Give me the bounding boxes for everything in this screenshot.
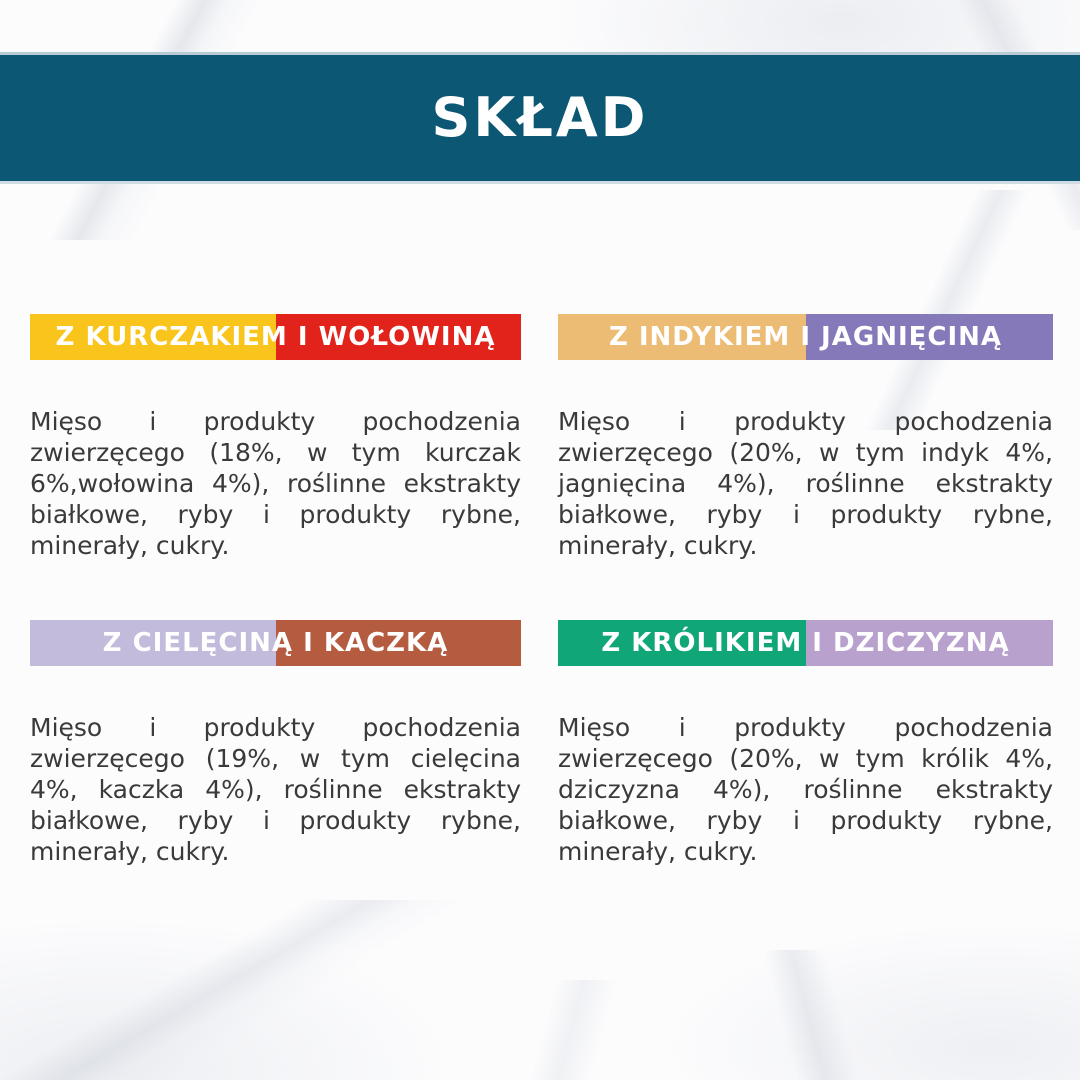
ingredients-text: Mięso i produkty pochodzenia zwierzęcego (20%, w tym królik 4%, dziczyzna 4%), roślinne ekstrakty białkowe, ryby i produkty rybne, minerały, cukry. [558,713,1053,866]
page-title: SKŁAD [431,86,649,149]
ingredients-text: Mięso i produkty pochodzenia zwierzęcego (18%, w tym kurczak 6%,wołowina 4%), roślinne ekstrakty białkowe, ryby i produkty rybne, minerały, cukry. [30,407,521,560]
section-rabbit-game [558,620,1053,867]
section-title: Z CIELĘCINĄ I KACZKĄ [102,628,449,658]
section-turkey-lamb [558,314,1053,561]
section-header-bar [558,620,1053,666]
section-title: Z INDYKIEM I JAGNIĘCINĄ [608,322,1003,352]
section-header-bar [30,620,521,666]
section-veal-duck [30,620,521,867]
section-title: Z KURCZAKIEM I WOŁOWINĄ [55,322,496,352]
section-chicken-beef [30,314,521,561]
ingredients-text: Mięso i produkty pochodzenia zwierzęcego (20%, w tym indyk 4%, jagnięcina 4%), roślinne ekstrakty białkowe, ryby i produkty rybne, minerały, cukry. [558,407,1053,560]
ingredients-text: Mięso i produkty pochodzenia zwierzęcego (19%, w tym cielęcina 4%, kaczka 4%), roślinne ekstrakty białkowe, ryby i produkty rybne, minerały, cukry. [30,713,521,866]
section-title: Z KRÓLIKIEM I DZICZYZNĄ [601,628,1010,658]
section-header-bar [558,314,1053,360]
title-band [0,52,1080,184]
section-header-bar [30,314,521,360]
